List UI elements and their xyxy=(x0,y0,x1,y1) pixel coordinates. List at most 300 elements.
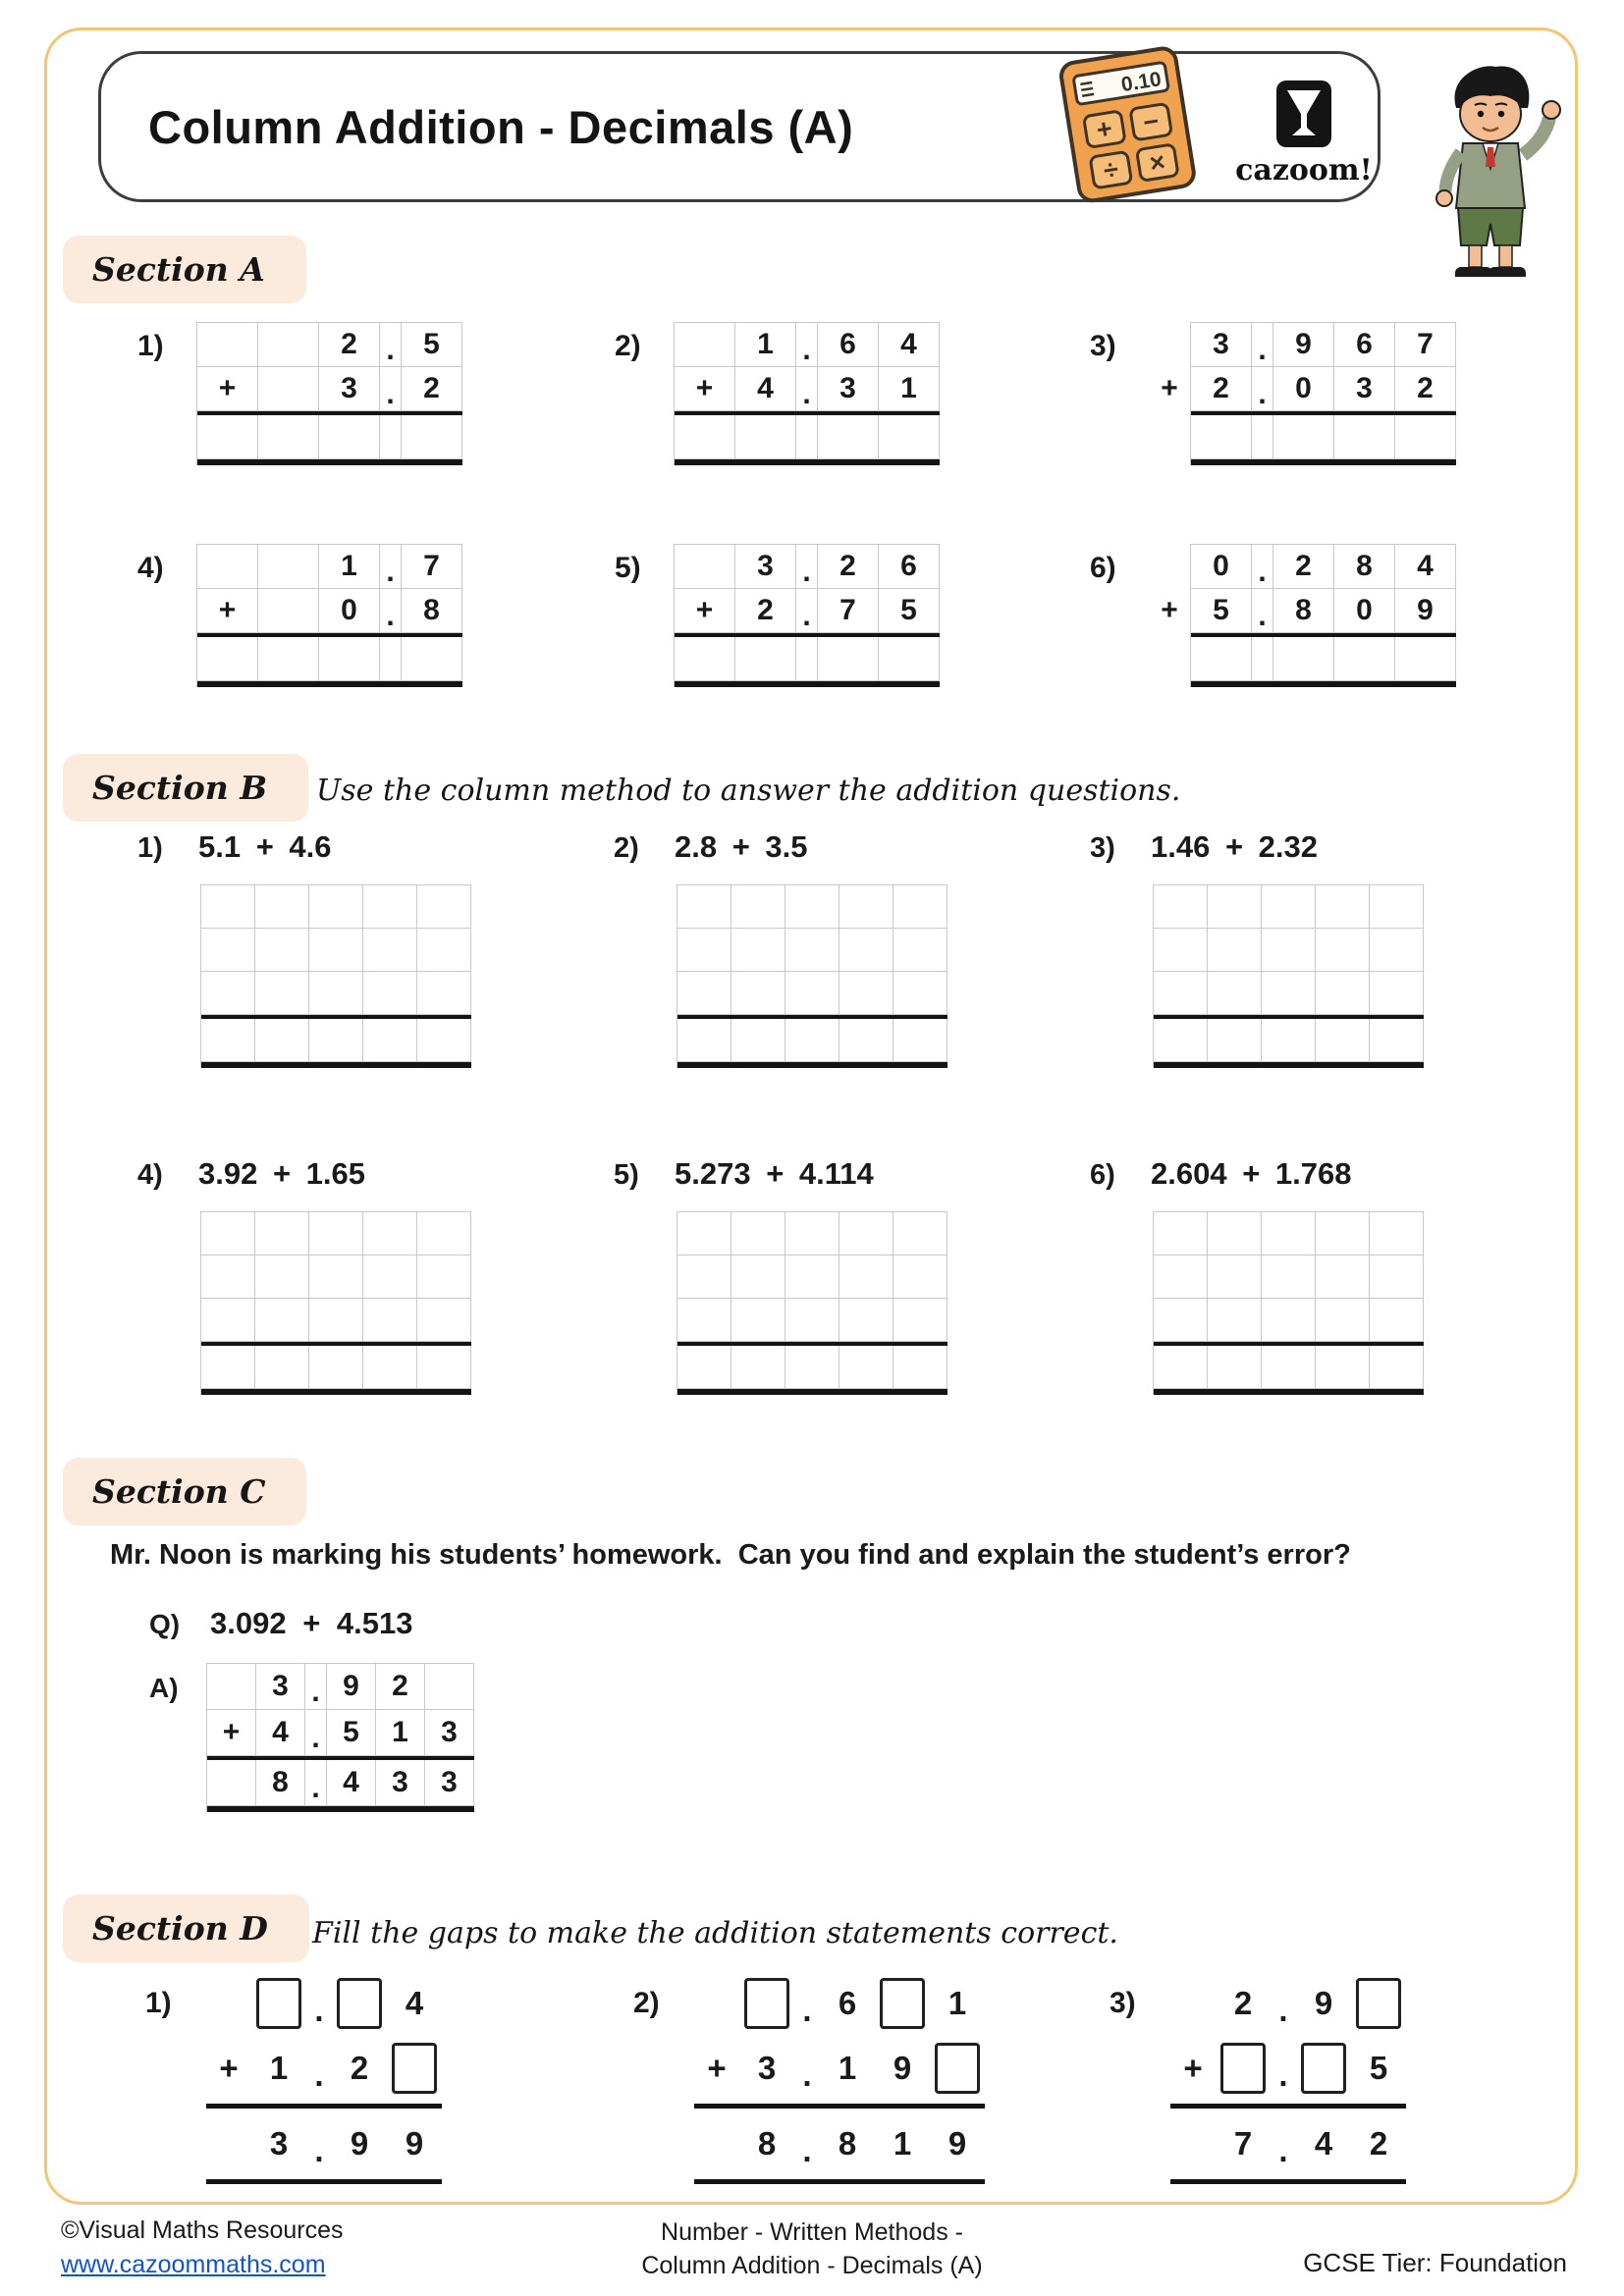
column-grid-mount xyxy=(674,544,940,687)
decimal-cell: . xyxy=(305,1760,327,1806)
decimal-cell: . xyxy=(802,2056,812,2093)
digit-cell: 2 xyxy=(350,2050,369,2086)
empty-cell xyxy=(258,367,319,411)
plus-gutter xyxy=(1149,322,1190,454)
rule-line xyxy=(1191,459,1456,465)
digit-cell: 6 xyxy=(1334,323,1395,367)
section-d-instruction: Fill the gaps to make the addition statements correct. xyxy=(312,1916,1118,1950)
grid-row xyxy=(675,367,940,411)
empty-cell xyxy=(425,1664,474,1710)
empty-cell xyxy=(839,1019,893,1062)
empty-cell xyxy=(258,415,319,459)
empty-cell xyxy=(1191,415,1252,459)
rule-line xyxy=(1154,1389,1424,1395)
working-grid-mount xyxy=(200,884,471,1068)
empty-cell xyxy=(363,972,417,1015)
answer-box-cell xyxy=(387,2043,442,2094)
digit-cell: 9 xyxy=(1395,589,1456,633)
digit-cell: 2 xyxy=(319,323,380,367)
column-grid-mount xyxy=(196,544,462,687)
question-expression: 3.092 + 4.513 xyxy=(210,1606,413,1640)
empty-cell xyxy=(1154,885,1208,929)
problem-number: 2) xyxy=(633,1987,660,2019)
digit-cell: 0 xyxy=(1334,589,1395,633)
grid-row xyxy=(1154,1019,1424,1062)
empty-cell xyxy=(893,929,947,972)
empty-cell xyxy=(1316,929,1370,972)
decimal-cell: . xyxy=(1278,2056,1288,2093)
empty-cell xyxy=(785,1019,839,1062)
empty-cell xyxy=(675,415,735,459)
section-a-label: Section A xyxy=(63,236,306,303)
empty-cell xyxy=(839,1346,893,1389)
grid-row xyxy=(694,1971,985,2036)
column-grid-mount xyxy=(1149,544,1456,687)
digit-cell: 3 xyxy=(1191,323,1252,367)
digit-cell: 2 xyxy=(1395,367,1456,411)
section-b-instruction: Use the column method to answer the addition questions. xyxy=(316,774,1181,808)
grid-row xyxy=(677,1346,947,1389)
digit-cell: 3 xyxy=(425,1760,474,1806)
digit-cell: 3 xyxy=(735,545,796,589)
empty-cell xyxy=(839,972,893,1015)
digit-cell: 4 xyxy=(1314,2125,1333,2162)
empty-cell xyxy=(309,1346,363,1389)
empty-cell xyxy=(1154,1299,1208,1342)
decimal-cell: . xyxy=(305,1664,327,1710)
grid-row xyxy=(1154,1212,1424,1255)
decimal-cell: . xyxy=(1252,545,1273,589)
empty-cell xyxy=(255,1299,309,1342)
grid-row xyxy=(197,323,462,367)
empty-cell xyxy=(1252,415,1273,459)
empty-cell xyxy=(255,929,309,972)
gap-fill-mount xyxy=(206,1971,442,2187)
empty-cell xyxy=(731,972,785,1015)
answer-label: A) xyxy=(149,1673,179,1703)
empty-cell xyxy=(677,885,731,929)
digit-cell: 6 xyxy=(818,323,879,367)
rule-line xyxy=(197,681,462,687)
cazoom-glass-icon xyxy=(1274,79,1333,149)
empty-cell xyxy=(1154,972,1208,1015)
empty-cell xyxy=(839,1212,893,1255)
empty-cell xyxy=(417,1299,471,1342)
grid-row xyxy=(197,545,462,589)
footer-tier: GCSE Tier: Foundation xyxy=(1303,2248,1567,2277)
empty-cell xyxy=(255,1255,309,1299)
empty-cell xyxy=(255,885,309,929)
grid-row xyxy=(1170,2111,1406,2176)
grid-row xyxy=(201,1346,471,1389)
empty-cell xyxy=(1262,1212,1316,1255)
grid-row xyxy=(197,589,462,633)
empty-cell xyxy=(879,637,940,681)
empty-cell xyxy=(1273,637,1334,681)
empty-cell xyxy=(785,972,839,1015)
empty-cell xyxy=(735,415,796,459)
section-a-problem-2 xyxy=(615,322,940,465)
addition-expression: 3.92 + 1.65 xyxy=(198,1156,365,1191)
digit-cell: 7 xyxy=(1395,323,1456,367)
calc-display: 0.10 xyxy=(1119,68,1164,97)
empty-cell xyxy=(893,972,947,1015)
empty-cell xyxy=(1370,1346,1424,1389)
digit-cell: 1 xyxy=(947,1985,967,2021)
answer-box-cell xyxy=(875,1978,930,2029)
section-c-question xyxy=(149,1606,412,1641)
column-grid xyxy=(200,884,471,1068)
column-grid-wrap xyxy=(206,1971,442,2187)
answer-box-cell xyxy=(332,1978,387,2029)
plus-cell: + xyxy=(675,589,735,633)
empty-cell xyxy=(731,885,785,929)
empty-cell xyxy=(1252,637,1273,681)
empty-cell xyxy=(201,929,255,972)
empty-cell xyxy=(893,1019,947,1062)
empty-cell xyxy=(197,415,258,459)
section-b-label: Section B xyxy=(63,754,308,822)
decimal-cell: . xyxy=(802,2132,812,2168)
section-d-problem-1 xyxy=(145,1971,442,2187)
empty-cell xyxy=(363,1299,417,1342)
empty-cell xyxy=(1154,1346,1208,1389)
column-grid-mount xyxy=(674,322,940,465)
digit-cell: 9 xyxy=(1273,323,1334,367)
empty-cell xyxy=(735,637,796,681)
decimal-cell: . xyxy=(1252,589,1273,633)
problem-number: 5) xyxy=(614,1159,639,1191)
digit-cell: 0 xyxy=(319,589,380,633)
grid-row xyxy=(207,1760,474,1806)
digit-cell: 8 xyxy=(1334,545,1395,589)
digit-cell: 9 xyxy=(350,2125,369,2162)
decimal-cell: . xyxy=(314,1992,324,2028)
grid-row xyxy=(201,1299,471,1342)
decimal-cell: . xyxy=(796,545,818,589)
gutter-cell xyxy=(1149,410,1190,454)
empty-cell xyxy=(319,637,380,681)
empty-cell xyxy=(363,929,417,972)
section-a-problem-6 xyxy=(1090,544,1456,687)
column-grid-wrap xyxy=(677,1211,947,1395)
rule-line xyxy=(207,1806,474,1812)
column-grid-wrap xyxy=(674,322,940,465)
plus-gutter xyxy=(1149,544,1190,676)
empty-cell xyxy=(1273,415,1334,459)
answer-box xyxy=(935,2043,980,2094)
empty-cell xyxy=(402,415,462,459)
section-b-problem-4 xyxy=(137,1156,471,1395)
addition-expression: 5.273 + 4.114 xyxy=(675,1156,874,1191)
grid-row xyxy=(206,1971,442,2036)
empty-cell xyxy=(255,1019,309,1062)
working-grid-mount xyxy=(200,1211,471,1395)
digit-cell: 3 xyxy=(757,2050,777,2086)
digit-cell: 1 xyxy=(879,367,940,411)
calc-plus-key: + xyxy=(1094,113,1114,145)
empty-cell xyxy=(319,415,380,459)
digit-cell: 4 xyxy=(256,1710,305,1756)
plus-sign: + xyxy=(1161,371,1178,404)
footer-topic-line2: Column Addition - Decimals (A) xyxy=(641,2251,983,2279)
empty-cell xyxy=(1262,1019,1316,1062)
grid-row xyxy=(1154,972,1424,1015)
empty-cell xyxy=(677,929,731,972)
column-grid-wrap xyxy=(1153,884,1424,1068)
digit-cell: 2 xyxy=(1233,1985,1253,2021)
column-grid-mount xyxy=(196,322,462,465)
empty-cell xyxy=(731,1212,785,1255)
grid-row xyxy=(675,637,940,681)
addition-expression: 2.604 + 1.768 xyxy=(1151,1156,1352,1191)
empty-cell xyxy=(677,1299,731,1342)
problem-number: 6) xyxy=(1090,1159,1115,1191)
section-d-label: Section D xyxy=(63,1895,309,1962)
decimal-cell: . xyxy=(796,367,818,411)
column-grid xyxy=(674,544,940,687)
empty-cell xyxy=(417,972,471,1015)
empty-cell xyxy=(417,1346,471,1389)
gutter-cell xyxy=(1149,544,1190,588)
digit-cell: 0 xyxy=(1273,367,1334,411)
digit-cell: 6 xyxy=(838,1985,857,2021)
digit-cell: 9 xyxy=(1314,1985,1333,2021)
grid-row xyxy=(677,1212,947,1255)
section-a-problem-4 xyxy=(137,544,462,687)
empty-cell xyxy=(879,415,940,459)
grid-row xyxy=(1170,2036,1406,2101)
digit-cell: 5 xyxy=(402,323,462,367)
empty-cell xyxy=(1334,637,1395,681)
section-c-answer xyxy=(149,1663,474,1812)
empty-cell xyxy=(1334,415,1395,459)
empty-cell xyxy=(1316,1255,1370,1299)
grid-row xyxy=(677,1255,947,1299)
rule-line xyxy=(694,2179,985,2184)
empty-cell xyxy=(731,929,785,972)
digit-cell: 1 xyxy=(319,545,380,589)
digit-cell: 4 xyxy=(405,1985,424,2021)
gutter-cell xyxy=(1149,632,1190,676)
empty-cell xyxy=(893,1346,947,1389)
empty-cell xyxy=(309,1299,363,1342)
column-grid xyxy=(1170,1971,1406,2187)
column-grid xyxy=(1190,544,1456,687)
decimal-cell: . xyxy=(380,589,402,633)
grid-row xyxy=(201,885,471,929)
empty-cell xyxy=(1262,1299,1316,1342)
section-a-problem-5 xyxy=(615,544,940,687)
empty-cell xyxy=(893,1299,947,1342)
empty-cell xyxy=(785,1255,839,1299)
grid-row xyxy=(677,885,947,929)
empty-cell xyxy=(1208,972,1262,1015)
digit-cell: 1 xyxy=(838,2050,857,2086)
rule-line xyxy=(206,2179,442,2184)
problem-number: 3) xyxy=(1090,330,1116,362)
empty-cell xyxy=(1208,1212,1262,1255)
column-grid xyxy=(694,1971,985,2187)
gutter-cell xyxy=(1149,322,1190,366)
digit-cell: 1 xyxy=(735,323,796,367)
answer-box-cell xyxy=(251,1978,306,2029)
digit-cell: 9 xyxy=(947,2125,967,2162)
grid-row xyxy=(206,2111,442,2176)
empty-cell xyxy=(1154,1255,1208,1299)
grid-row xyxy=(201,929,471,972)
calc-divide-key: ÷ xyxy=(1101,154,1121,187)
grid-row xyxy=(206,2036,442,2101)
empty-cell xyxy=(839,885,893,929)
empty-cell xyxy=(893,1255,947,1299)
plus-cell: + xyxy=(675,367,735,411)
grid-row xyxy=(1191,323,1456,367)
answer-box-cell xyxy=(930,2043,985,2094)
empty-cell xyxy=(309,1255,363,1299)
answer-box xyxy=(880,1978,925,2029)
empty-cell xyxy=(363,1346,417,1389)
empty-cell xyxy=(1370,1019,1424,1062)
digit-cell: 3 xyxy=(818,367,879,411)
empty-cell xyxy=(417,1212,471,1255)
empty-cell xyxy=(677,972,731,1015)
empty-cell xyxy=(1370,929,1424,972)
empty-cell xyxy=(1316,1299,1370,1342)
empty-cell xyxy=(309,929,363,972)
section-b-problem-3 xyxy=(1090,829,1424,1068)
grid-row xyxy=(1154,1346,1424,1389)
grid-row xyxy=(201,1255,471,1299)
digit-cell: 2 xyxy=(818,545,879,589)
addition-expression: 5.1 + 4.6 xyxy=(198,829,332,864)
digit-cell: 1 xyxy=(269,2050,289,2086)
digit-cell: 4 xyxy=(879,323,940,367)
digit-cell: 0 xyxy=(1191,545,1252,589)
decimal-cell: . xyxy=(1278,1992,1288,2028)
decimal-cell: . xyxy=(796,589,818,633)
grid-row xyxy=(1154,885,1424,929)
website-link[interactable]: www.cazoommaths.com xyxy=(61,2251,326,2278)
grid-row xyxy=(1170,1971,1406,2036)
footer-topic-line1: Number - Written Methods - xyxy=(661,2218,963,2246)
grid-row xyxy=(694,2111,985,2176)
decimal-cell: . xyxy=(1252,367,1273,411)
rule-line xyxy=(675,681,940,687)
problem-number: 4) xyxy=(137,552,164,584)
digit-cell: 3 xyxy=(269,2125,289,2162)
rule-line xyxy=(675,459,940,465)
section-b-problem-6 xyxy=(1090,1156,1424,1395)
section-d-problem-2 xyxy=(633,1971,985,2187)
empty-cell xyxy=(258,323,319,367)
grid-row xyxy=(201,972,471,1015)
column-grid-mount xyxy=(1149,322,1456,465)
empty-cell xyxy=(785,885,839,929)
answer-box xyxy=(1356,1978,1401,2029)
working-grid-mount xyxy=(677,884,947,1068)
column-grid-wrap xyxy=(1149,544,1456,687)
digit-cell: 4 xyxy=(1395,545,1456,589)
rule-line xyxy=(201,1062,471,1068)
digit-cell: 7 xyxy=(818,589,879,633)
column-grid-wrap xyxy=(1170,1971,1406,2187)
digit-cell: 1 xyxy=(376,1710,425,1756)
digit-cell: 5 xyxy=(879,589,940,633)
digit-cell: 8 xyxy=(402,589,462,633)
grid-row xyxy=(1191,367,1456,411)
section-c-label: Section C xyxy=(63,1458,306,1525)
rule-line xyxy=(206,2104,442,2109)
decimal-cell: . xyxy=(796,323,818,367)
digit-cell: 7 xyxy=(402,545,462,589)
column-grid xyxy=(1190,322,1456,465)
rule-line xyxy=(201,1389,471,1395)
empty-cell xyxy=(818,637,879,681)
calc-minus-key: − xyxy=(1141,106,1162,138)
answer-box xyxy=(337,1978,382,2029)
empty-cell xyxy=(1316,972,1370,1015)
empty-cell xyxy=(1262,1346,1316,1389)
empty-cell xyxy=(380,415,402,459)
empty-cell xyxy=(207,1664,256,1710)
empty-cell xyxy=(309,1212,363,1255)
section-b-problem-1 xyxy=(137,829,471,1068)
column-grid-wrap xyxy=(1149,322,1456,465)
digit-cell: 8 xyxy=(1273,589,1334,633)
plus-cell: + xyxy=(207,1710,256,1756)
empty-cell xyxy=(785,929,839,972)
grid-row xyxy=(694,2036,985,2101)
problem-number: 1) xyxy=(137,832,163,864)
digit-cell: 3 xyxy=(319,367,380,411)
problem-number: 3) xyxy=(1090,832,1115,864)
column-grid-wrap xyxy=(674,544,940,687)
empty-cell xyxy=(363,1255,417,1299)
calculator-illustration xyxy=(1039,43,1216,215)
grid-row xyxy=(201,1212,471,1255)
digit-cell: 5 xyxy=(327,1710,376,1756)
column-grid xyxy=(674,322,940,465)
empty-cell xyxy=(255,972,309,1015)
grid-row xyxy=(677,1019,947,1062)
empty-cell xyxy=(309,885,363,929)
empty-cell xyxy=(258,637,319,681)
empty-cell xyxy=(731,1299,785,1342)
empty-cell xyxy=(1395,637,1456,681)
empty-cell xyxy=(1208,929,1262,972)
section-c-instruction: Mr. Noon is marking his students’ homework. Can you find and explain the student’s error? xyxy=(110,1539,1351,1571)
empty-cell xyxy=(1191,637,1252,681)
empty-cell xyxy=(675,637,735,681)
page-title: Column Addition - Decimals (A) xyxy=(148,100,854,153)
digit-cell: 3 xyxy=(376,1760,425,1806)
grid-row xyxy=(197,637,462,681)
calc-multiply-key: × xyxy=(1147,146,1167,179)
digit-cell: 3 xyxy=(425,1710,474,1756)
decimal-cell: . xyxy=(1278,2132,1288,2168)
grid-row xyxy=(197,367,462,411)
empty-cell xyxy=(1262,929,1316,972)
column-grid-wrap xyxy=(694,1971,985,2187)
answer-box xyxy=(1301,2043,1346,2094)
digit-cell: 9 xyxy=(893,2050,912,2086)
decimal-cell: . xyxy=(305,1710,327,1756)
empty-cell xyxy=(1208,1019,1262,1062)
digit-cell: 8 xyxy=(757,2125,777,2162)
empty-cell xyxy=(1262,885,1316,929)
digit-cell: 2 xyxy=(376,1664,425,1710)
